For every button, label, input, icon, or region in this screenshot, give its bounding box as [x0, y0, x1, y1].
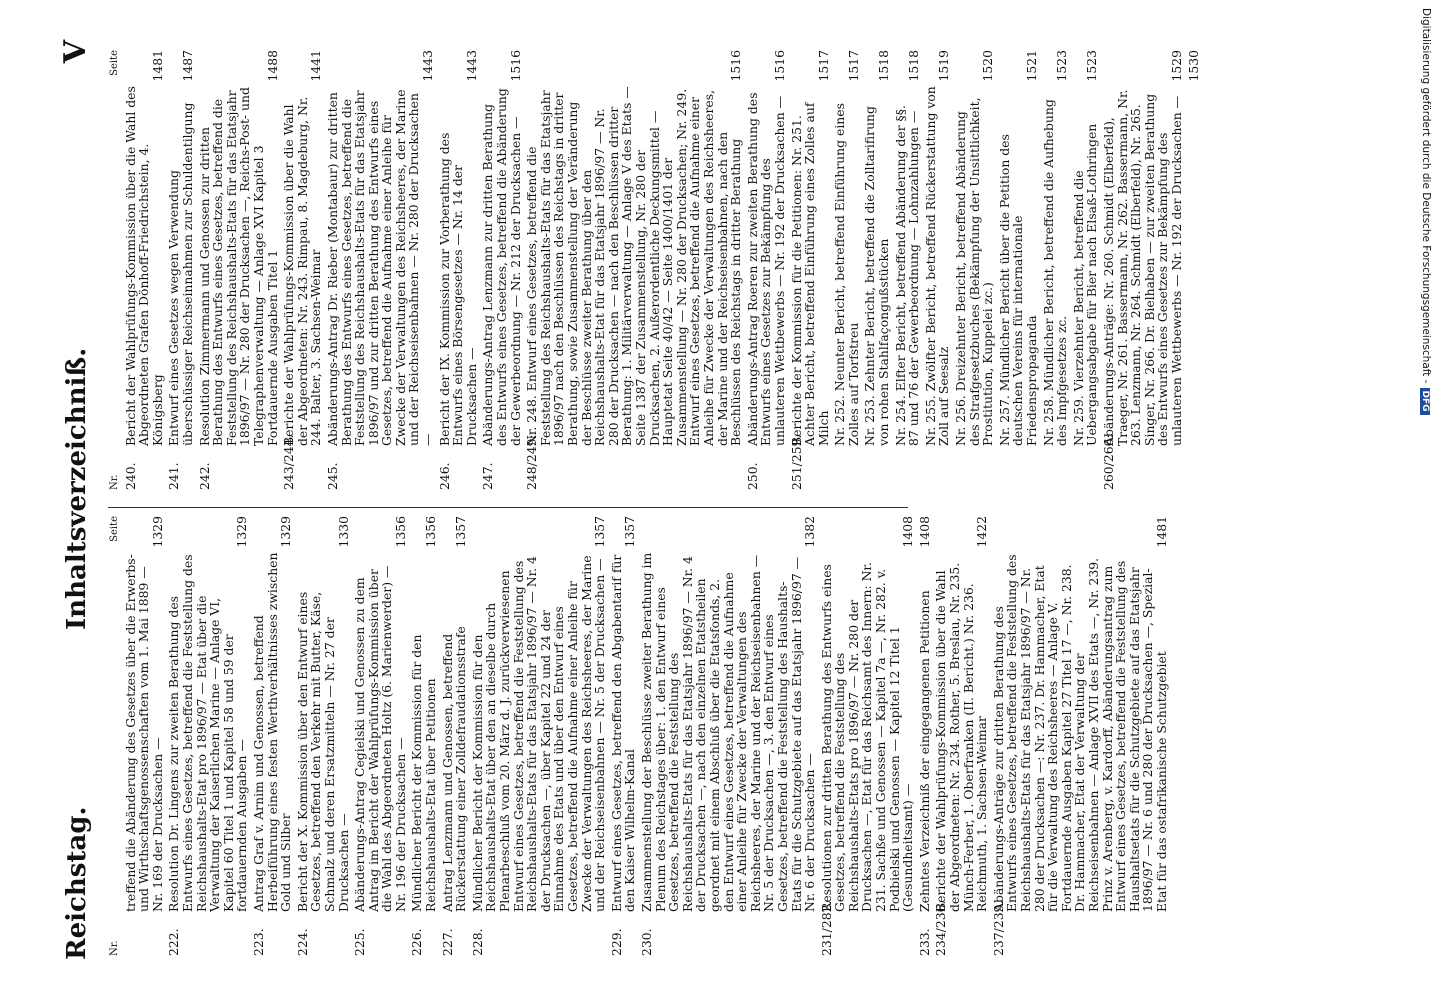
entry-text: Entwurf eines Gesetzes, betreffend den Abgabentarif für den Kaiser Wilhelm-Kanal — [608, 554, 638, 912]
entry-number: 222. — [166, 928, 182, 956]
seite-label: Seite — [109, 516, 120, 542]
credit-label: Digitalisierung gefördert durch die Deutsche Forschungsgemeinschaft - — [1420, 8, 1432, 384]
entry-text: Resolution Zimmermann und Genossen zur dritten Berathung des Entwurfs eines Gesetzes, betreffend die Feststellung des Reichshaushalts-Etats für das Etatsjahr 1896/97 — Nr. 280 der Drucksachen —, Reichs-Post- und Telegraphenverwaltung — Anlage XVI Kapitel 3 Fortdauernde Ausgaben Titel 1 — [196, 87, 280, 446]
toc-entry — [1102, 50, 1184, 490]
column-divider — [108, 507, 908, 508]
entry-number: 233. — [916, 928, 932, 956]
entry-list — [124, 50, 1201, 490]
entry-number: 224. — [294, 928, 310, 956]
entry-page: 1488 — [264, 50, 280, 82]
entry-page: 1330 — [335, 516, 351, 548]
toc-entry — [167, 516, 249, 956]
entry-number: 241. — [166, 462, 182, 490]
entry-page: 1357 — [592, 516, 608, 548]
entry-text: Resolution Dr. Lingens zur zweiten Berathung des Entwurfs eines Gesetzes, betreffend die Feststellung des Reichshaushalts-Etat pro 1896/97 — Etat über die Verwaltung der Kaiserlichen Marine — Anlage VI, Kapitel 60 Titel 1 und Kapitel 58 und 59 der fortdauernden Ausgaben — — [166, 554, 250, 912]
entry-text: Nr. 257. Mündlicher Bericht über die Petition des deutschen Vereins für internationale Friedenspropaganda — [996, 134, 1039, 446]
entry-page: 1481 — [1153, 516, 1169, 548]
toc-entry — [863, 50, 890, 490]
entry-text: Mündlicher Bericht der Kommission für den Reichshaushalts-Etat über Petitionen — [409, 634, 439, 912]
toc-entry — [992, 516, 1169, 956]
entry-text: Berichte der Wahlprüfungs-Kommission über die Wahl der Abgeordneten: Nr. 234. Rother, 5. Breslau, Nr. 235. Münch-Ferber, 1. Oberfranken (II. Bericht.) Nr. 236. Reichmuth, 1. Sachsen-Weimar — [933, 562, 990, 912]
entry-page: 1516 — [507, 50, 523, 82]
entry-text: Nr. 256. Dreizehnter Bericht, betreffend Abänderung des Strafgesetzbuches (Bekämpfung der Unsittlichkeit, Prostitution, Kuppelei zc.) — [953, 97, 996, 446]
toc-entry — [820, 516, 915, 956]
toc-entry — [282, 50, 323, 490]
entry-text: Antrag Lenzmann und Genossen, betreffend Rückerstattung einer Zolldefraudationsstrafe — [439, 626, 469, 912]
entry-text: Abänderungs-Antrag Roeren zur zweiten Berathung des Entwurfs eines Gesetzes zur Bekämpfung des unlauteren Wettbewerbs — Nr. 192 der Drucksachen — — [744, 92, 787, 446]
toc-entry — [471, 516, 607, 956]
entry-page: 1516 — [728, 50, 744, 82]
entry-number: 251/259. — [788, 434, 804, 490]
entry-number: 247. — [480, 462, 496, 490]
entry-number — [863, 446, 890, 490]
entry-page: 1356 — [423, 516, 439, 548]
entry-text: Nr. 254. Elfter Bericht, betreffend Abänderung der §§. 87 und 76 der Gewerbeordnung — Lohnzahlungen — — [892, 105, 922, 446]
entry-text: Nr. 253. Zehnter Bericht, betreffend die Zolltarifirung von rohen Stahlfaçongußstücken — [862, 106, 892, 446]
page-title: Inhaltsverzeichniß. — [62, 347, 92, 630]
entry-text: Abänderungs-Anträge: Nr. 260. Schmidt (Elberfeld), Traeger, Nr. 261. Bassermann, Nr. 262. Bassermann, Nr. 263. Lenzmann, Nr. 264. Schmidt (Elberfeld), Nr. 265. Singer, Nr. 266. Dr. Bielhaben — zur zweiten Berathung des Entwurfs eines Gesetzes zur Bekämpfung des unlauteren Wettbewerbs — Nr. 192 der Drucksachen — — [1100, 89, 1184, 446]
entry-text: Antrag Graf v. Arnim und Genossen, betreffend Herbeiführung eines festen Werthverhältnisses zwischen Gold und Silber — [250, 552, 294, 912]
entry-text: Abänderungs-Antrag Lenzmann zur dritten Berathung des Entwurfs eines Gesetzes, betreffend die Abänderung der Gewerbeordnung — Nr. 212 der Drucksachen — — [480, 88, 523, 446]
nr-label: Nr. — [109, 474, 120, 490]
entry-text: Resolutionen zur dritten Berathung des Entwurfs eines Gesetzes, betreffend die Feststellung des Reichshaushalts-Etats pro 1896/97 — Nr. 280 der Drucksachen —, Etat für das Reichsamt des Innern: Nr. 231. Sachße und Genossen — Kapitel 7a —, Nr. 282. v. Podbielski und Genossen — Kapitel 12 Titel 1 (Gesundheitsamt) — — [818, 562, 916, 912]
entry-number — [894, 446, 921, 490]
entry-page: 1329 — [149, 516, 165, 548]
entry-text: Bericht der Wahlprüfungs-Kommission über die Wahl des Abgeordneten Grafen Dönhoff-Friedrichstein, 4. Königsberg — [122, 86, 165, 446]
entry-text: Berichte der Kommission für die Petitionen: Nr. 251. Achter Bericht, betreffend Einführung eines Zolles auf Milch — [788, 102, 831, 446]
entry-text: Bericht der X. Kommission über den Entwurf eines Gesetzes, betreffend den Verkehr mit Butter, Käse, Schmalz und deren Ersatzmitteln — Nr. 27 der Drucksachen — — [294, 591, 351, 912]
entry-page: 1441 — [308, 50, 324, 82]
toc-entry — [924, 50, 951, 490]
entry-page: 1517 — [815, 50, 831, 82]
sidebar-credit — [1418, 8, 1434, 998]
right-column — [108, 50, 1203, 490]
entry-text — [1187, 86, 1201, 446]
toc-entry — [124, 50, 165, 490]
entry-page: 1408 — [916, 516, 932, 548]
toc-entry — [1072, 50, 1099, 490]
entry-number: 228. — [469, 928, 485, 956]
entry-page: 1382 — [802, 516, 818, 548]
nr-label: Nr. — [109, 940, 120, 956]
entry-page: 1487 — [179, 50, 195, 82]
toc-entry — [934, 516, 988, 956]
entry-text: Abänderungs-Antrag Dr. Rieber (Montabaur) zur dritten Berathung des Entwurfs eines Gesetzes, betreffend die Feststellung des Reichshaushalts-Etats für das Etatsjahr 1896/97 und zur dritten Berathung des Entwurfs eines Gesetzes, betreffend die Aufnahme einer Anleihe für Zwecke der Verwaltungen des Reichsheeres, der Marine und der Reichseisenbahnen — Nr. 280 der Drucksachen — — [324, 89, 436, 446]
entry-number — [833, 446, 860, 490]
toc-entry — [640, 516, 817, 956]
page-number: V — [58, 40, 93, 64]
entry-number — [954, 446, 995, 490]
seite-label: Seite — [109, 50, 120, 76]
entry-number: 245. — [324, 462, 340, 490]
left-column — [108, 516, 1172, 956]
toc-entry — [1042, 50, 1069, 490]
toc-entry — [1187, 50, 1201, 490]
entry-number: 240. — [122, 462, 138, 490]
toc-entry — [610, 516, 637, 956]
toc-entry — [918, 516, 932, 956]
entry-number: 227. — [439, 928, 455, 956]
entry-number: 231/282. — [818, 900, 834, 956]
entry-number: 246. — [436, 462, 452, 490]
entry-text: Nr. 259. Vierzehnter Bericht, betreffend die Uebergangsabgabe für Bier nach Elsaß-Lothringen — [1070, 123, 1100, 446]
entry-page: 1519 — [936, 50, 952, 82]
entry-text: Berichte der Wahlprüfungs-Kommission über die Wahl der Abgeordneten: Nr. 243. Rimpau, 8. Magdeburg, Nr. 244. Balter, 3. Sachsen-Weimar — [281, 96, 324, 446]
toc-entry — [954, 50, 995, 490]
entry-text: Mündlicher Bericht der Kommission für den Reichshaushalts-Etat über den an dieselbe durch Plenarbeschluß vom 20. März d. J. zurückverwiesenen Entwurf eines Gesetzes, betreffend die Feststellung des Reichshaushalts-Etats für das Etatsjahr 1896/97 — Nr. 4 der Drucksachen —, über Kapitel 22 und 24 der Einnahme des Etats und über den Entwurf eines Gesetzes, betreffend die Aufnahme einer Anleihe für Zwecke der Verwaltungen des Reichsheeres, der Marine und der Reichseisenbahnen — Nr. 5 der Drucksachen — — [469, 555, 608, 912]
entry-text: Zusammenstellung der Beschlüsse zweiter Berathung im Plenum des Reichstages über: 1. den Entwurf eines Gesetzes, betreffend die Feststellung des Reichshaushalts-Etats für das Etatsjahr 1896/97 — Nr. 4 der Drucksachen —, nach den einzelnen Etatstheilen geordnet mit einem Abschluß über die Etatsfonds, 2. den Entwurf eines Gesetzes, betreffend die Aufnahme einer Anleihe für Zwecke der Verwaltungen des Reichsheeres, der Marine und der Reichseisenbahnen — Nr. 5 der Drucksachen —, 3. den Entwurf eines Gesetzes, betreffend die Feststellung des Haushalts-Etats für die Schutzgebiete auf das Etatsjahr 1896/97 — Nr. 6 der Drucksachen — — [638, 552, 818, 912]
entry-page: 1329 — [234, 516, 250, 548]
toc-entry — [746, 50, 787, 490]
entry-text: treffend die Abänderung des Gesetzes über die Erwerbs- und Wirthschaftsgenossenschaften vom 1. Mai 1889 — Nr. 169 der Drucksachen — — [122, 554, 165, 912]
entry-text: Bericht der IX. Kommission zur Vorberathung des Entwurfs eines Börsengesetzes — Nr. 14 der Drucksachen — — [436, 132, 479, 446]
page-header — [58, 40, 102, 960]
entry-number — [124, 912, 165, 956]
entry-number: 242. — [196, 462, 212, 490]
entry-number — [1042, 446, 1069, 490]
toc-entry — [124, 516, 165, 956]
dfg-logo: DFG — [1420, 388, 1430, 415]
entry-number — [1072, 446, 1099, 490]
toc-entry — [252, 516, 293, 956]
toc-entry — [326, 50, 435, 490]
entry-number: 248/249: — [524, 434, 540, 490]
entry-page: 1521 — [1024, 50, 1039, 82]
column-header — [108, 50, 122, 490]
entry-text: Entwurf eines Gesetzes wegen Verwendung überschüssiger Reichseinnahmen zur Schuldentilgung — [166, 102, 195, 446]
entry-page: 1408 — [900, 516, 916, 548]
entry-number: 229. — [608, 928, 624, 956]
entry-number — [1187, 446, 1201, 490]
column-header — [108, 516, 122, 956]
entry-number — [998, 446, 1039, 490]
entry-page: 1518 — [906, 50, 922, 82]
entry-page: 1517 — [845, 50, 861, 82]
entry-page: 1520 — [980, 50, 996, 82]
entry-text: Abänderungs-Antrag Cegielski und Genossen zu dem Antrag im Bericht der Wahlprüfungs-Kommission über die Wahl des Abgeordneten Holtz (6. Marienwerder) — Nr. 196 der Drucksachen — — [352, 565, 408, 912]
entry-number: 230. — [638, 928, 654, 956]
entry-page: 1443 — [420, 50, 436, 82]
toc-entry — [353, 516, 407, 956]
entry-number: 225. — [352, 928, 368, 956]
toc-entry — [441, 516, 468, 956]
toc-entry — [438, 50, 479, 490]
entry-number — [924, 446, 951, 490]
entry-number: 237/239. — [990, 900, 1006, 956]
entry-text: Abänderungs-Anträge zur dritten Berathung des Entwurfs eines Gesetzes, betreffend die Feststellung des Reichshaushalts-Etats für das Etatsjahr 1896/97 — Nr. 280 der Drucksachen —: Nr. 237. Dr. Hammacher, Etat für die Verwaltung des Reichsheeres — Anlage V. Fortdauernde Ausgaben Kapitel 27 Titel 17 —, Nr. 238. Dr. Hammacher, Etat der Verwaltung der Reichseisenbahnen — Anlage XVII des Etats —, Nr. 239. Prinz v. Arenberg, v. Kardorff, Abänderungsantrag zum Entwurf eines Gesetzes, betreffend die Feststellung des Haushaltsetats für die Schutzgebiete auf das Etatsjahr 1896/97 — Nr. 6 und 280 der Drucksachen —, Spezial-Etat für das ostafrikanische Schutzgebiet — [990, 554, 1169, 912]
entry-text: Nr. 255. Zwölfter Bericht, betreffend Rückerstattung von Zoll auf Seesalz — [922, 86, 952, 446]
entry-page: 1329 — [278, 516, 294, 548]
entry-page: 1530 — [1185, 50, 1201, 82]
entry-page: 1357 — [622, 516, 638, 548]
entry-page: 1356 — [392, 516, 408, 548]
entry-page: 1523 — [1054, 50, 1070, 82]
entry-page: 1523 — [1084, 50, 1100, 82]
toc-entry — [998, 50, 1039, 490]
entry-number: 234/236. — [933, 900, 949, 956]
entry-text: Nr. 252. Neunter Bericht, betreffend Einführung eines Zolles auf Torfstreu — [832, 103, 861, 446]
toc-entry — [894, 50, 921, 490]
entry-text: Nr. 258. Mündlicher Bericht, betreffend die Aufhebung des Impfgesetzes zc. — [1040, 99, 1070, 446]
entry-text: Nr. 248. Entwurf eines Gesetzes, betreffend die Feststellung des Reichshaushalts-Etats für das Etatsjahr 1896/97 nach den Beschlüssen des Reichstags in dritter Berathung, sowie Zusammenstellung der Veränderung der Beschlüsse zweiter Berathung über den Reichshaushalts-Etat für das Etatsjahr 1896/97 — Nr. 280 der Drucksachen — nach den Beschlüssen dritter Berathung: 1. Militärverwaltung — Anlage V des Etats — Seite 1387 der Zusammenstellung, Nr. 280 der Drucksachen, 2. Außerordentliche Deckungsmittel — Hauptetat Seite 40/42 — Seite 1400/1401 der Zusammenstellung — Nr. 280 der Drucksachen; Nr. 249. Entwurf eines Gesetzes, betreffend die Aufnahme einer Anleihe für Zwecke der Verwaltungen des Reichsheeres, der Marine und der Reichseisenbahnen, nach den Beschlüssen des Reichstags in dritter Berathung — [524, 86, 744, 446]
toc-entry — [198, 50, 280, 490]
entry-page: 1529 — [1168, 50, 1184, 82]
credit-text — [1416, 8, 1432, 998]
entry-page: 1357 — [453, 516, 469, 548]
entry-number: 223. — [250, 928, 266, 956]
toc-entry — [481, 50, 522, 490]
toc-entry — [296, 516, 350, 956]
toc-entry — [410, 516, 437, 956]
entry-page: 1481 — [149, 50, 165, 82]
entry-number: 243/244. — [281, 434, 297, 490]
entry-number: 250. — [744, 462, 760, 490]
entry-text: Zehntes Verzeichniß der eingegangenen Petitionen — [916, 590, 932, 912]
toc-entry — [167, 50, 194, 490]
entry-number: 260/266: — [1100, 434, 1116, 490]
entry-number: 226. — [409, 928, 425, 956]
entry-list — [124, 516, 1169, 956]
toc-entry — [525, 50, 743, 490]
header-left: Reichstag. — [62, 806, 92, 960]
entry-page: 1422 — [974, 516, 990, 548]
entry-page: 1443 — [463, 50, 479, 82]
toc-entry — [833, 50, 860, 490]
entry-page: 1516 — [771, 50, 787, 82]
toc-entry — [790, 50, 831, 490]
entry-page: 1518 — [876, 50, 892, 82]
